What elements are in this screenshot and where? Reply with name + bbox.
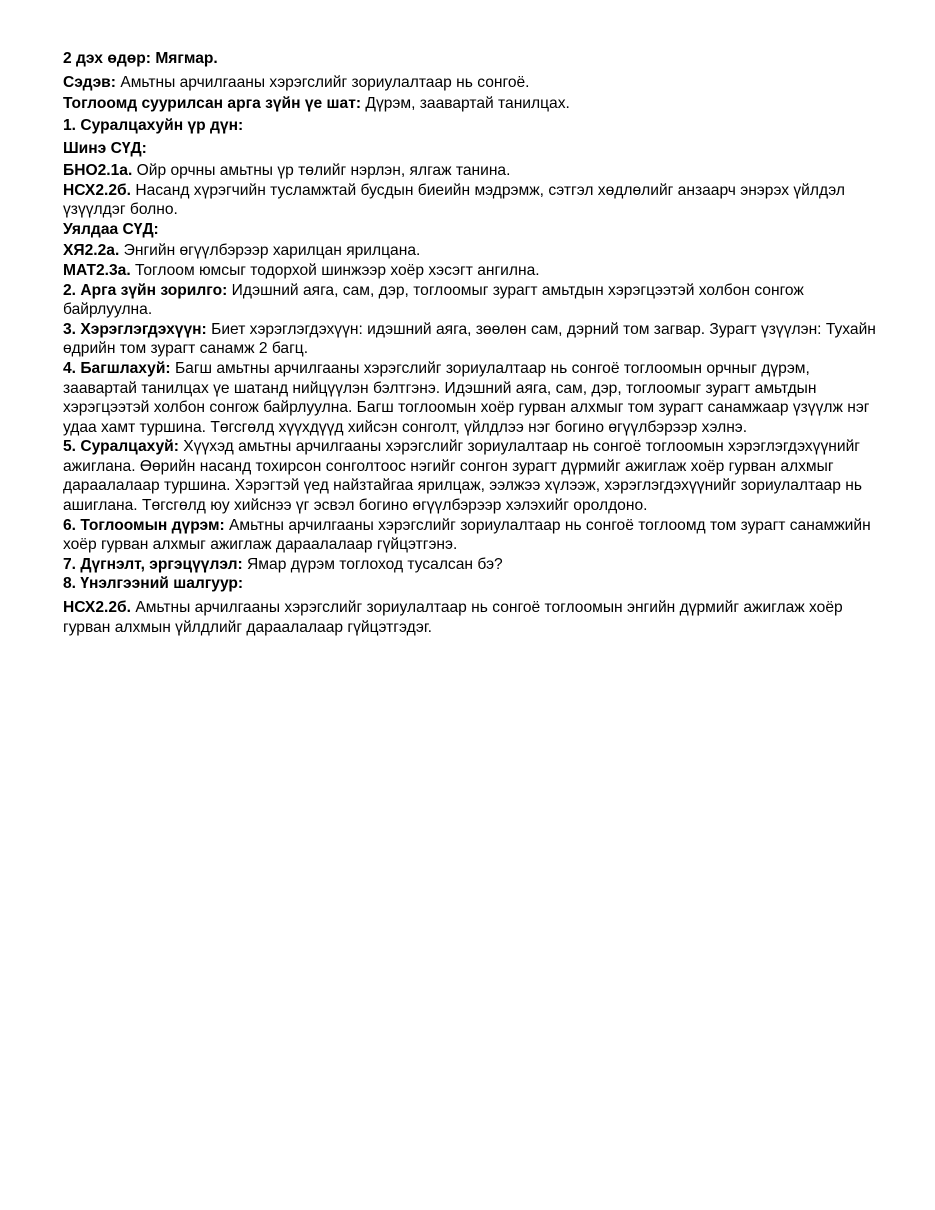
learning-label: 5. Суралцахуй: xyxy=(63,438,179,456)
learning-line xyxy=(63,437,878,515)
method-goal-line xyxy=(63,281,878,320)
assessment-code: НСХ2.2б. xyxy=(63,599,131,617)
teaching-label: 4. Багшлахуй: xyxy=(63,359,171,377)
stage-text: Дүрэм, заавартай танилцах. xyxy=(365,95,570,113)
mat-code: МАТ2.3а. xyxy=(63,261,131,279)
new-sud-heading: Шинэ СҮД: xyxy=(63,140,147,158)
mat-text: Тоглоом юмсыг тодорхой шинжээр хоёр хэсэгт ангилна. xyxy=(135,261,540,279)
lesson-plan-document xyxy=(63,49,878,637)
reflection-line xyxy=(63,555,878,575)
teaching-text: Багш амьтны арчилгааны хэрэгслийг зориулалтаар нь сонгоё тоглоомын орчныг дүрэм, заавартай танилцах үе шатанд нийцүүлэн бэлтгэнэ. Идэшний аяга, сам, дэр, тоглоомыг зурагт амьтдын хэрэгцээтэй холбон сонгож байрлуулна. Багш тоглоомын хоёр гурван алхмыг том зурагт санамжаар үзүүлж нэг удаа хамт туршина. Төгсгөлд хүүхдүүд хийсэн сонголт, үйлдлээ нэг богино өгүүлбэрээр хэлнэ. xyxy=(63,359,870,436)
outcome-heading: 1. Суралцахуйн үр дүн: xyxy=(63,116,244,134)
stage-line xyxy=(63,94,878,114)
nsx-code: НСХ2.2б. xyxy=(63,181,131,199)
topic-label: Сэдэв: xyxy=(63,73,116,91)
materials-line xyxy=(63,320,878,359)
bno-text: Ойр орчны амьтны үр төлийг нэрлэн, ялгаж танина. xyxy=(136,161,511,179)
khya-text: Энгийн өгүүлбэрээр харилцан ярилцана. xyxy=(123,242,421,260)
bno-code: БНО2.1а. xyxy=(63,161,133,179)
nsx-text: Насанд хүрэгчийн тусламжтай бусдын биеийн мэдрэмж, сэтгэл хөдлөлийг анзаарч энэрэх үйлдэл үзүүлдэг болно. xyxy=(63,181,845,219)
materials-label: 3. Хэрэглэгдэхүүн: xyxy=(63,320,207,338)
assessment-heading: 8. Үнэлгээний шалгуур: xyxy=(63,575,244,593)
topic-text: Амьтны арчилгааны хэрэгслийг зориулалтаар нь сонгоё. xyxy=(120,73,530,91)
rules-text: Амьтны арчилгааны хэрэгслийг зориулалтаар нь сонгоё тоглоомд том зурагт санамжийн хоёр гурван алхмыг ажиглаж дараалалаар гүйцэтгэнэ. xyxy=(63,516,871,554)
bno-line xyxy=(63,161,878,181)
assessment-text: Амьтны арчилгааны хэрэгслийг зориулалтаар нь сонгоё тоглоомын энгийн дүрмийг ажиглаж хоёр гурван алхмын үйлдлийг дараалалаар гүйцэтгэдэг. xyxy=(63,599,843,636)
khya-line xyxy=(63,241,878,261)
stage-label: Тоглоомд суурилсан арга зүйн үе шат: xyxy=(63,95,362,113)
materials-text: Биет хэрэглэгдэхүүн: идэшний аяга, зөөлөн сам, дэрний том загвар. Зурагт үзүүлэн: Тухайн өдрийн том зурагт санамж 2 багц. xyxy=(63,320,876,358)
reflection-label: 7. Дүгнэлт, эргэцүүлэл: xyxy=(63,555,243,573)
method-goal-text: Идэшний аяга, сам, дэр, тоглоомыг зурагт амьтдын хэрэгцээтэй холбон сонгож байрлуулна. xyxy=(63,281,804,319)
teaching-line xyxy=(63,359,878,437)
learning-text: Хүүхэд амьтны арчилгааны хэрэгслийг зориулалтаар нь сонгоё тоглоомын хэрэглэгдэхүүнийг ажиглана. Өөрийн насанд тохирсон сонголтоос нэгийг сонгон зурагт дүрмийг ажиглаж хоёр гурван алхмыг дараалалаар туршина. Хэрэгтэй үед найзтайгаа ярилцаж, ээлжээ хүлээж, хэрэглэгдэхүүнийг зориулалтаар нь ашиглана. Төгсгөлд юу хийснээ үг эсвэл богино өгүүлбэрээр хэлэхийг оролдоно. xyxy=(63,438,863,515)
nsx-line xyxy=(63,181,878,220)
related-sud-heading: Уялдаа СҮД: xyxy=(63,220,159,238)
rules-label: 6. Тоглоомын дүрэм: xyxy=(63,516,225,534)
khya-code: ХЯ2.2а. xyxy=(63,242,120,260)
method-goal-label: 2. Арга зүйн зорилго: xyxy=(63,281,228,299)
reflection-text: Ямар дүрэм тоглоход тусалсан бэ? xyxy=(247,555,503,573)
assessment-line xyxy=(63,598,878,637)
topic-line xyxy=(63,73,878,93)
rules-line xyxy=(63,516,878,555)
day-heading: 2 дэх өдөр: Мягмар. xyxy=(63,50,218,67)
mat-line xyxy=(63,261,878,281)
